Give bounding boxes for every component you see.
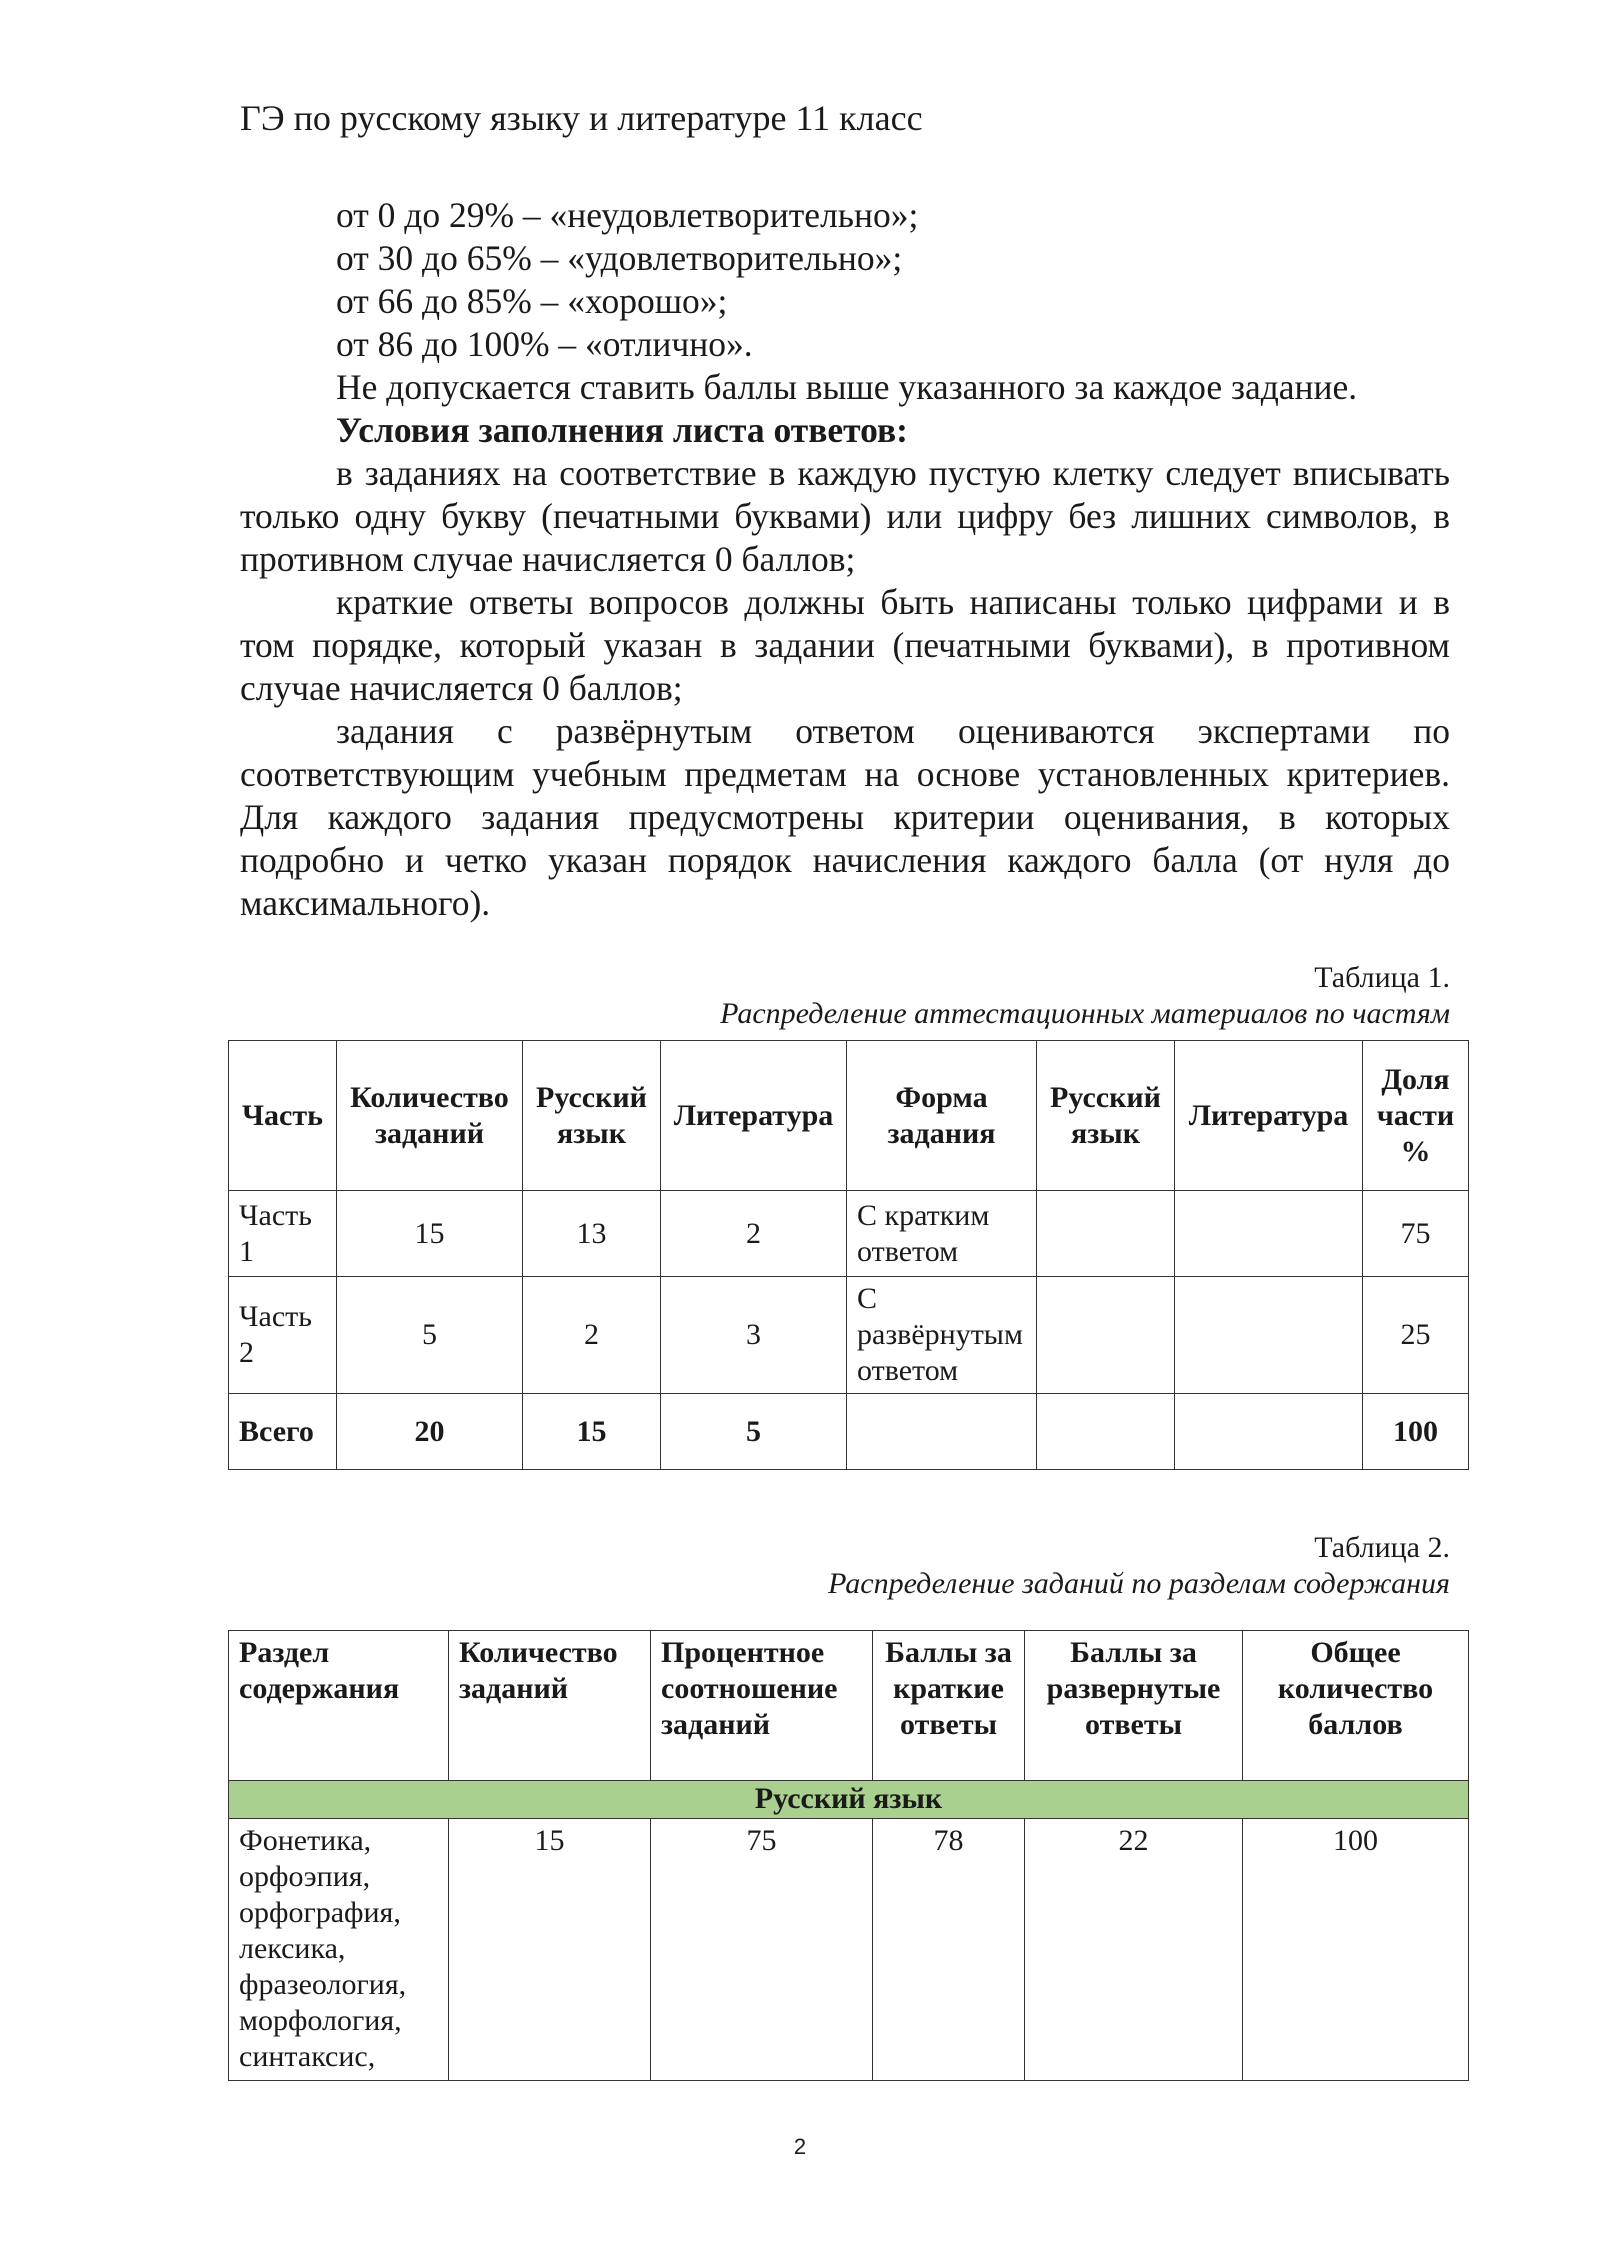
table-row xyxy=(229,1819,1469,2081)
table2-label: Таблица 2. xyxy=(1314,1531,1450,1564)
header-cell: Русский язык xyxy=(523,1041,661,1191)
table-cell: 75 xyxy=(1363,1191,1469,1277)
table-row xyxy=(229,1191,1469,1277)
header-cell: Форма задания xyxy=(847,1041,1037,1191)
table-cell: 2 xyxy=(523,1277,661,1394)
table-cell: Часть 2 xyxy=(229,1277,337,1394)
section-title: Русский язык xyxy=(229,1781,1469,1819)
table-cell: 15 xyxy=(337,1191,523,1277)
grade-line: от 0 до 29% – «неудовлетворительно»; xyxy=(336,195,919,235)
table-cell: С развёрнутым ответом xyxy=(847,1277,1037,1394)
table-cell xyxy=(1037,1394,1175,1470)
table-cell: 2 xyxy=(661,1191,847,1277)
header-cell: Литература xyxy=(661,1041,847,1191)
table-cell: 15 xyxy=(449,1819,651,2081)
parts-distribution-table xyxy=(228,1040,1469,1470)
table-cell: 20 xyxy=(337,1394,523,1470)
table-cell xyxy=(847,1394,1037,1470)
condition-paragraph: в заданиях на соответствие в каждую пустую клетку следует вписывать только одну букву (печатными буквами) или цифру без лишних символов, в противном случае начисляется 0 баллов; xyxy=(240,453,1450,579)
table-cell: 78 xyxy=(873,1819,1025,2081)
table-cell: Фонетика, орфоэпия, орфография, лексика, фразеология, морфология, синтаксис, xyxy=(229,1819,449,2081)
header-cell: Общее количество баллов xyxy=(1243,1631,1469,1781)
table1-label: Таблица 1. xyxy=(1314,961,1450,994)
table-cell: Часть 1 xyxy=(229,1191,337,1277)
body-text xyxy=(240,194,1450,925)
table-cell xyxy=(1037,1277,1175,1394)
table-cell: 22 xyxy=(1025,1819,1243,2081)
condition-paragraph: задания с развёрнутым ответом оцениваются экспертами по соответствующим учебным предметам на основе установленных критериев. Для каждого задания предусмотрены критерии оценивания, в которых подробно и четко указан порядок начисления каждого балла (от нуля до максимального). xyxy=(240,711,1450,923)
grade-line: от 30 до 65% – «удовлетворительно»; xyxy=(336,238,903,278)
table-cell xyxy=(1037,1191,1175,1277)
header-cell: Баллы за краткие ответы xyxy=(873,1631,1025,1781)
page-number: 2 xyxy=(793,2134,807,2159)
table-cell xyxy=(1175,1394,1363,1470)
rule-paragraph: Не допускается ставить баллы выше указанного за каждое задание. xyxy=(336,367,1358,407)
content-distribution-table xyxy=(228,1630,1469,2081)
table-header-row xyxy=(229,1631,1469,1781)
header-cell: Количество заданий xyxy=(337,1041,523,1191)
table-cell: 13 xyxy=(523,1191,661,1277)
header-cell: Раздел содержания xyxy=(229,1631,449,1781)
table-header-row xyxy=(229,1041,1469,1191)
table1-caption: Распределение аттестационных материалов по частям xyxy=(720,997,1450,1030)
conditions-heading: Условия заполнения листа ответов: xyxy=(336,410,908,450)
table-cell: 25 xyxy=(1363,1277,1469,1394)
header-cell: Часть xyxy=(229,1041,337,1191)
header-cell: Доля части % xyxy=(1363,1041,1469,1191)
table-cell: С кратким ответом xyxy=(847,1191,1037,1277)
table-cell xyxy=(1175,1191,1363,1277)
table2-label-block xyxy=(828,1530,1450,1602)
table-cell: 15 xyxy=(523,1394,661,1470)
table-cell: 100 xyxy=(1243,1819,1469,2081)
header-cell: Количество заданий xyxy=(449,1631,651,1781)
header-cell: Баллы за развернутые ответы xyxy=(1025,1631,1243,1781)
table-cell: 5 xyxy=(661,1394,847,1470)
section-row xyxy=(229,1781,1469,1819)
header-cell: Литература xyxy=(1175,1041,1363,1191)
table-total-row xyxy=(229,1394,1469,1470)
table-cell: 3 xyxy=(661,1277,847,1394)
table-row xyxy=(229,1277,1469,1394)
table-cell xyxy=(1175,1277,1363,1394)
table-cell: 75 xyxy=(651,1819,873,2081)
table2-caption: Распределение заданий по разделам содержания xyxy=(828,1567,1450,1600)
condition-paragraph: краткие ответы вопросов должны быть написаны только цифрами и в том порядке, который указан в задании (печатными буквами), в противном случае начисляется 0 баллов; xyxy=(240,582,1450,708)
table-cell: Всего xyxy=(229,1394,337,1470)
page-header: ГЭ по русскому языку и литературе 11 класс xyxy=(240,98,923,138)
table-cell: 100 xyxy=(1363,1394,1469,1470)
table-cell: 5 xyxy=(337,1277,523,1394)
header-cell: Процентное соотношение заданий xyxy=(651,1631,873,1781)
grade-line: от 66 до 85% – «хорошо»; xyxy=(336,281,728,321)
table1-label-block xyxy=(720,960,1450,1032)
grade-line: от 86 до 100% – «отлично». xyxy=(336,324,753,364)
header-cell: Русский язык xyxy=(1037,1041,1175,1191)
